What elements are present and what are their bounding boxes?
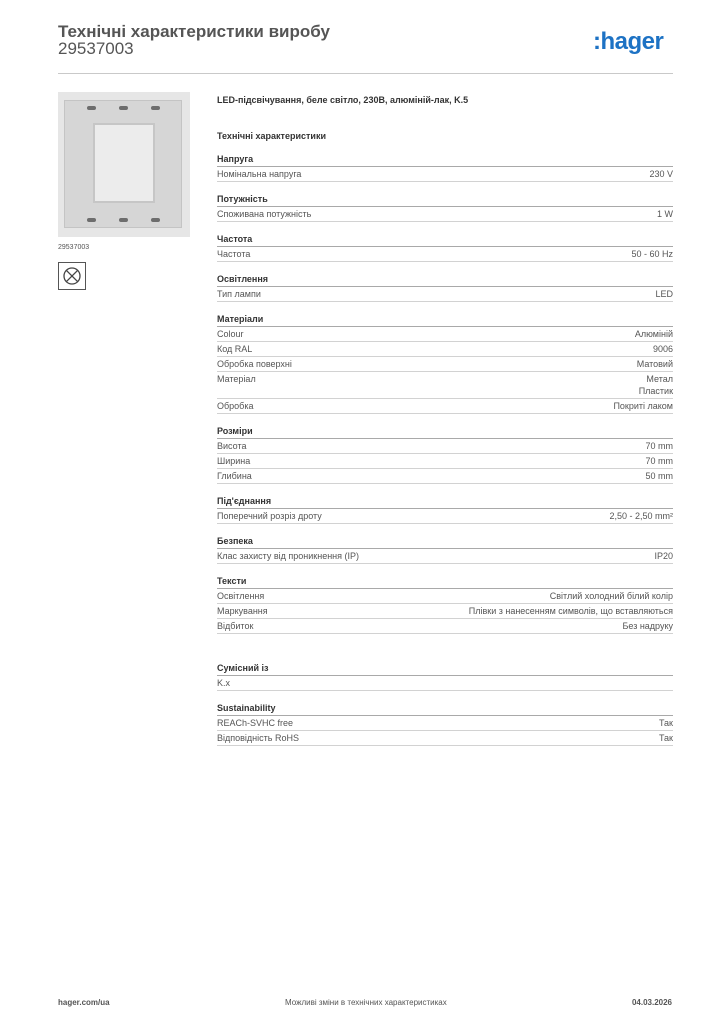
spec-label: Освітлення [217,591,265,601]
spec-value: Без надруку [622,621,673,631]
spec-group [217,425,673,484]
spec-content [217,94,673,746]
frame-slot [119,218,128,222]
spec-group [217,313,673,414]
spec-value: Покриті лаком [613,401,673,411]
spec-label: Маркування [217,606,268,616]
spec-row [217,399,673,414]
spec-label: Відповідність RoHS [217,733,299,743]
spec-value: 1 W [656,209,673,219]
spec-group [217,702,673,746]
spec-label: K.x [217,678,231,688]
spec-group [217,193,673,222]
frame-slot [151,106,160,110]
product-description: LED-підсвічування, беле світло, 230В, алюміній-лак, K.5 [217,95,469,105]
spec-group-title: Тексти [217,575,673,589]
spec-group-title: Потужність [217,193,673,207]
spec-label: Поперечний розріз дроту [217,511,322,521]
spec-value: Світлий холодний білий колір [549,591,673,601]
spec-row [217,676,673,691]
spec-row [217,469,673,484]
product-frame [64,100,182,228]
section-title: Технічні характеристики [217,131,326,141]
footer-note: Можливі зміни в технічних характеристиках [285,998,447,1007]
spec-group [217,575,673,634]
product-code: 29537003 [58,39,134,58]
spec-group-title: Напруга [217,153,673,167]
spec-value: LED [655,289,673,299]
spec-row [217,589,673,604]
spec-value: Так [658,733,673,743]
spec-row [217,439,673,454]
spec-row [217,716,673,731]
spec-row [217,372,673,399]
spec-value: 70 mm [645,456,673,466]
spec-row [217,287,673,302]
spec-value: 2,50 - 2,50 mm² [609,511,673,521]
spec-label: Ширина [217,456,251,466]
spec-value: IP20 [654,551,673,561]
frame-slot [87,106,96,110]
footer-website[interactable]: hager.com/ua [58,998,110,1007]
spec-group [217,495,673,524]
product-image-caption: 29537003 [58,244,90,251]
spec-label: Обробка поверхні [217,359,292,369]
spec-value: Матовий [636,359,673,369]
frame-slot [119,106,128,110]
spec-label: Тип лампи [217,289,261,299]
spec-value: Так [658,718,673,728]
footer-date: 04.03.2026 [631,998,672,1007]
spec-group-title: Частота [217,233,673,247]
lamp-cross-icon [58,262,86,290]
spec-label: REACh-SVHC free [217,718,294,728]
spec-row [217,731,673,746]
spec-group-title: Розміри [217,425,673,439]
spec-label: Висота [217,441,247,451]
product-plate [93,123,155,203]
product-image [58,92,190,237]
spec-label: Частота [217,249,251,259]
brand-logo: :hager [593,28,664,55]
spec-group-title: Під'єднання [217,495,673,509]
spec-group [217,273,673,302]
spec-groups [217,153,673,746]
spec-label: Глибина [217,471,252,481]
spec-label: Матеріал [217,374,256,384]
spec-label: Номінальна напруга [217,169,302,179]
spec-label: Відбиток [217,621,254,631]
spec-row [217,619,673,634]
spec-value: Алюміній [634,329,673,339]
spec-label: Споживана потужність [217,209,312,219]
spec-group-title: Освітлення [217,273,673,287]
spec-value: 230 V [649,169,673,179]
spec-group [217,535,673,564]
spec-group [217,153,673,182]
spec-row [217,167,673,182]
spec-value: 70 mm [645,441,673,451]
spec-label: Клас захисту від проникнення (IP) [217,551,360,561]
spec-value: 9006 [652,344,673,354]
spec-row [217,357,673,372]
page-title: Технічні характеристики виробу [58,22,330,41]
frame-slot [87,218,96,222]
frame-slot [151,218,160,222]
spec-group-title: Матеріали [217,313,673,327]
spec-row [217,454,673,469]
spec-group-title: Sustainability [217,702,673,716]
spec-row [217,604,673,619]
spec-row [217,207,673,222]
spec-row [217,327,673,342]
spec-group-title: Безпека [217,535,673,549]
spec-label: Код RAL [217,344,253,354]
spec-value: Метал Пластик [638,374,673,396]
spec-group-title: Сумісний із [217,662,673,676]
spec-label: Обробка [217,401,254,411]
spec-label: Colour [217,329,244,339]
spec-group [217,662,673,691]
spec-row [217,509,673,524]
spec-group [217,233,673,262]
spec-row [217,549,673,564]
spec-value: 50 mm [645,471,673,481]
header-divider [58,73,673,74]
spec-row [217,247,673,262]
spec-value: 50 - 60 Hz [631,249,673,259]
spec-value: Плівки з нанесенням символів, що вставляються [468,606,673,616]
spec-row [217,342,673,357]
